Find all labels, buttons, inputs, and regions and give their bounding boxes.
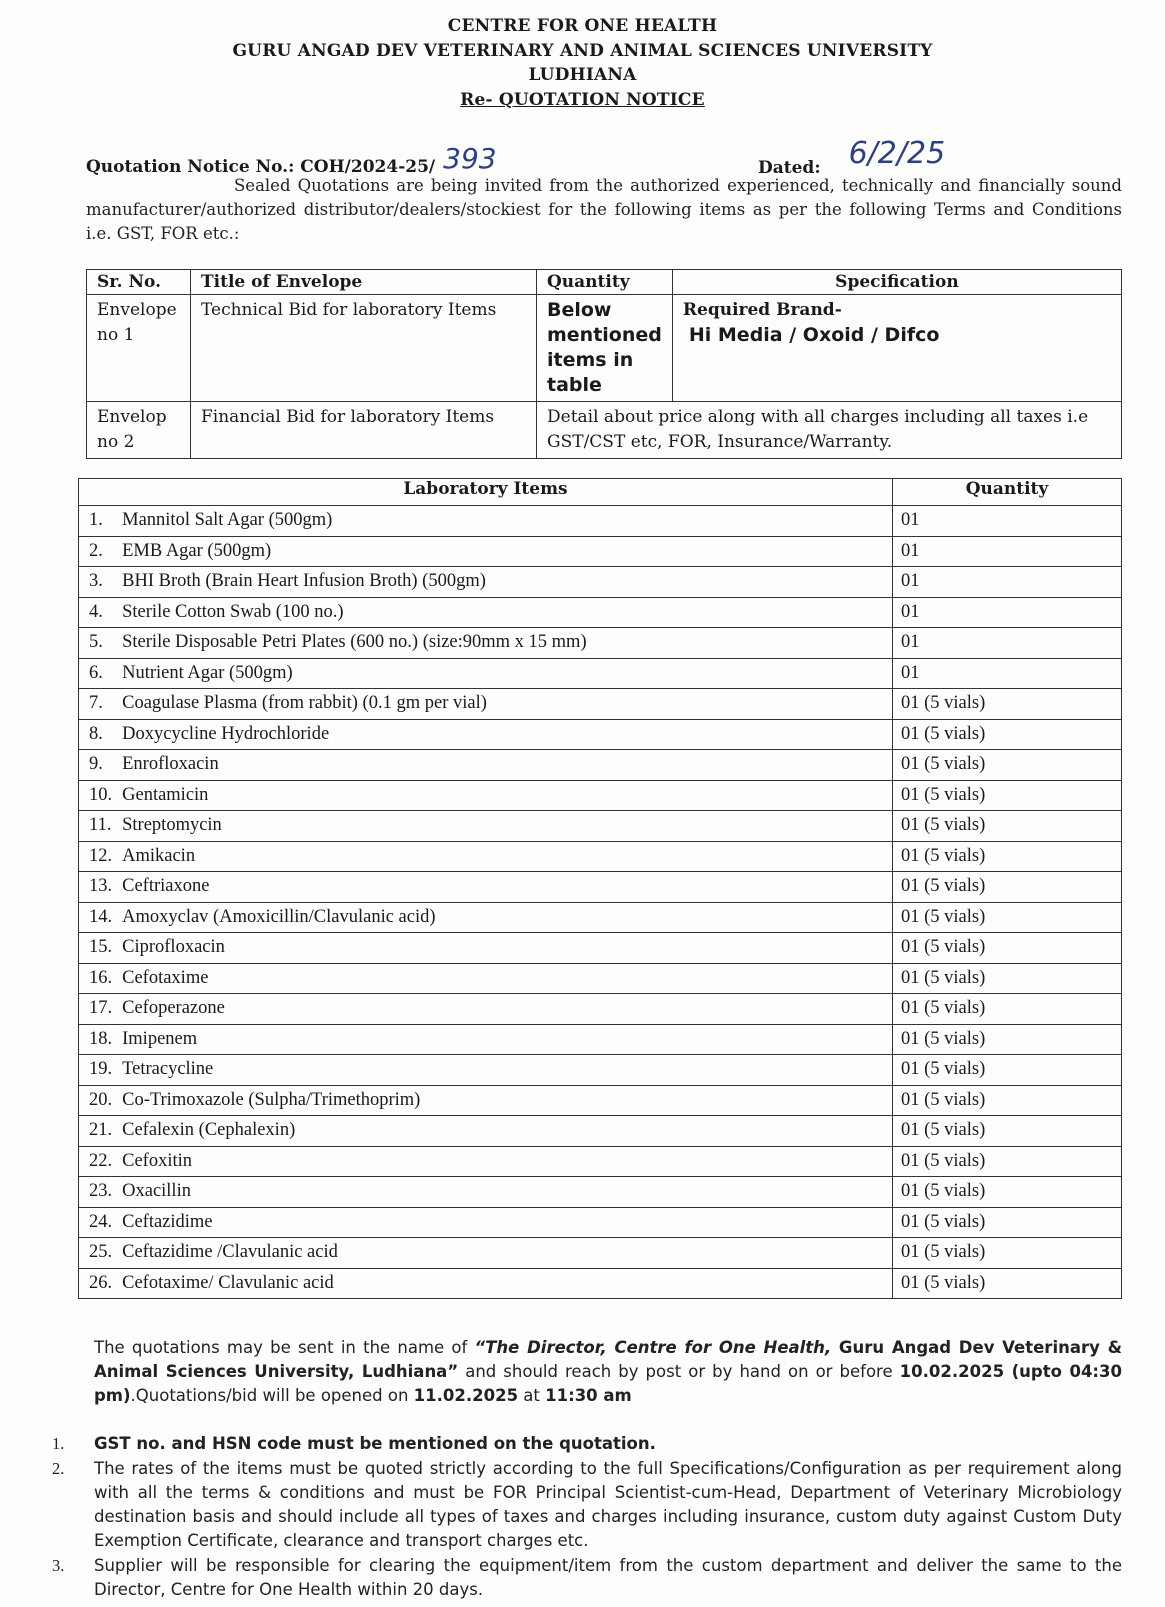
table-row <box>79 1238 1122 1269</box>
org-city: LUDHIANA <box>528 65 637 85</box>
item-quantity: 01 (5 vials) <box>893 811 1122 842</box>
item-quantity: 01 (5 vials) <box>893 1024 1122 1055</box>
item-name: Amoxyclav (Amoxicillin/Clavulanic acid) <box>116 902 892 933</box>
table-row <box>79 1116 1122 1147</box>
table-row <box>79 689 1122 720</box>
table-row <box>79 1055 1122 1086</box>
table-row <box>79 658 1122 689</box>
table-row <box>79 1207 1122 1238</box>
item-quantity: 01 <box>893 536 1122 567</box>
table-row <box>79 872 1122 903</box>
item-name: BHI Broth (Brain Heart Infusion Broth) (500gm) <box>116 567 892 598</box>
item-name: Cefotaxime/ Clavulanic acid <box>116 1268 892 1299</box>
item-name: Ceftazidime <box>116 1207 892 1238</box>
item-name: EMB Agar (500gm) <box>116 536 892 567</box>
laboratory-items-table <box>78 478 1122 1299</box>
table-row <box>79 780 1122 811</box>
envelope-table <box>86 269 1122 459</box>
table-row <box>79 963 1122 994</box>
item-number: 3. <box>79 567 117 598</box>
org-centre: CENTRE FOR ONE HEALTH <box>447 16 718 36</box>
item-quantity: 01 (5 vials) <box>893 994 1122 1025</box>
item-name: Tetracycline <box>116 1055 892 1086</box>
item-number: 18. <box>79 1024 117 1055</box>
envelope-1-quantity: Below mentioned items in table <box>537 295 673 402</box>
item-quantity: 01 (5 vials) <box>893 1268 1122 1299</box>
item-number: 20. <box>79 1085 117 1116</box>
opening-date: 11.02.2025 <box>413 1386 519 1405</box>
item-number: 12. <box>79 841 117 872</box>
term-text: The rates of the items must be quoted strictly according to the full Specifications/Configuration as per requirement along with all the terms & conditions and must be FOR Principal Scientist-cum-Head, Department of Veterinary Microbiology destination basis and should include all types of taxes and charges including insurance, custom duty against Custom Duty Exemption Certificate, clearance and transport charges etc. <box>94 1459 1122 1550</box>
item-quantity: 01 (5 vials) <box>893 872 1122 903</box>
org-university: GURU ANGAD DEV VETERINARY AND ANIMAL SCIENCES UNIVERSITY <box>232 40 933 61</box>
item-quantity: 01 (5 vials) <box>893 933 1122 964</box>
item-quantity: 01 (5 vials) <box>893 1177 1122 1208</box>
item-name: Sterile Disposable Petri Plates (600 no.) (size:90mm x 15 mm) <box>116 628 892 659</box>
table-row <box>79 933 1122 964</box>
table-row <box>79 1024 1122 1055</box>
item-quantity: 01 (5 vials) <box>893 1146 1122 1177</box>
item-number: 5. <box>79 628 117 659</box>
item-name: Cefoperazone <box>116 994 892 1025</box>
table-row <box>79 841 1122 872</box>
submission-paragraph <box>94 1336 1122 1408</box>
table-row <box>79 719 1122 750</box>
item-quantity: 01 (5 vials) <box>893 902 1122 933</box>
quotation-number-handwritten: 393 <box>443 142 497 175</box>
col-laboratory-items: Laboratory Items <box>79 479 893 506</box>
item-quantity: 01 <box>893 506 1122 537</box>
item-name: Imipenem <box>116 1024 892 1055</box>
dated-label: Dated: <box>758 158 821 178</box>
item-name: Nutrient Agar (500gm) <box>116 658 892 689</box>
envelope-1-sr: Envelope no 1 <box>87 295 191 402</box>
items-table-body <box>79 506 1122 1299</box>
item-number: 4. <box>79 597 117 628</box>
envelope-1-title: Technical Bid for laboratory Items <box>191 295 537 402</box>
item-quantity: 01 (5 vials) <box>893 1238 1122 1269</box>
opening-time: 11:30 am <box>545 1386 632 1405</box>
col-title-envelope: Title of Envelope <box>191 270 537 295</box>
item-name: Cefoxitin <box>116 1146 892 1177</box>
item-number: 22. <box>79 1146 117 1177</box>
col-specification: Specification <box>672 270 1121 295</box>
item-number: 21. <box>79 1116 117 1147</box>
item-number: 14. <box>79 902 117 933</box>
item-quantity: 01 (5 vials) <box>893 689 1122 720</box>
notice-title: Re- QUOTATION NOTICE <box>460 89 705 110</box>
addressee-university: Guru Angad Dev Veterinary & Animal Sciences University, Ludhiana” <box>94 1338 1122 1381</box>
item-number: 26. <box>79 1268 117 1299</box>
item-name: Streptomycin <box>116 811 892 842</box>
item-name: Ciprofloxacin <box>116 933 892 964</box>
spec-brand-label: Required Brand- <box>682 300 842 320</box>
addressee: “The Director, Centre for One Health, <box>474 1338 832 1357</box>
dated-handwritten: 6/2/25 <box>848 136 946 171</box>
item-number: 25. <box>79 1238 117 1269</box>
item-quantity: 01 (5 vials) <box>893 1085 1122 1116</box>
item-quantity: 01 <box>893 597 1122 628</box>
item-name: Mannitol Salt Agar (500gm) <box>116 506 892 537</box>
item-name: Coagulase Plasma (from rabbit) (0.1 gm per vial) <box>116 689 892 720</box>
col-quantity: Quantity <box>537 270 673 295</box>
envelope-row-2 <box>87 402 1122 459</box>
envelope-table-header <box>87 270 1122 295</box>
intro-paragraph: Sealed Quotations are being invited from the authorized experienced, technically and financially sound manufacturer/authorized distributor/dealers/stockiest for the following items as per the following Terms and Conditions i.e. GST, FOR etc.: <box>86 176 1122 243</box>
term-item <box>52 1457 1122 1553</box>
table-row <box>79 750 1122 781</box>
table-row <box>79 506 1122 537</box>
col-item-quantity: Quantity <box>893 479 1122 506</box>
table-row <box>79 1146 1122 1177</box>
envelope-2-title: Financial Bid for laboratory Items <box>191 402 537 459</box>
spec-brands: Hi Media / Oxoid / Difco <box>688 324 940 346</box>
term-number: 2. <box>52 1459 65 1478</box>
item-quantity: 01 (5 vials) <box>893 1116 1122 1147</box>
opening-at: at <box>518 1386 546 1405</box>
item-name: Ceftazidime /Clavulanic acid <box>116 1238 892 1269</box>
submission-text-2: and should reach by post or by hand on or before <box>458 1362 900 1381</box>
envelope-1-spec <box>672 295 1121 402</box>
term-item <box>52 1554 1122 1602</box>
table-row <box>79 597 1122 628</box>
item-name: Cefalexin (Cephalexin) <box>116 1116 892 1147</box>
item-quantity: 01 (5 vials) <box>893 963 1122 994</box>
item-name: Amikacin <box>116 841 892 872</box>
term-number: 3. <box>52 1556 65 1575</box>
item-quantity: 01 (5 vials) <box>893 1055 1122 1086</box>
item-number: 19. <box>79 1055 117 1086</box>
table-row <box>79 567 1122 598</box>
item-number: 1. <box>79 506 117 537</box>
deadline-time: (upto 04:30 pm) <box>94 1362 1122 1405</box>
item-number: 23. <box>79 1177 117 1208</box>
item-number: 8. <box>79 719 117 750</box>
table-row <box>79 811 1122 842</box>
col-sr-no: Sr. No. <box>87 270 191 295</box>
table-row <box>79 994 1122 1025</box>
items-table-header <box>79 479 1122 506</box>
envelope-row-1 <box>87 295 1122 402</box>
envelope-2-detail: Detail about price along with all charges including all taxes i.e GST/CST etc, FOR, Insurance/Warranty. <box>537 402 1122 459</box>
item-number: 11. <box>79 811 117 842</box>
term-number: 1. <box>52 1434 65 1453</box>
envelope-2-sr: Envelop no 2 <box>87 402 191 459</box>
table-row <box>79 628 1122 659</box>
item-name: Doxycycline Hydrochloride <box>116 719 892 750</box>
submission-text: The quotations may be sent in the name of <box>94 1338 475 1357</box>
item-number: 2. <box>79 536 117 567</box>
item-number: 16. <box>79 963 117 994</box>
table-row <box>79 1268 1122 1299</box>
item-name: Enrofloxacin <box>116 750 892 781</box>
item-quantity: 01 <box>893 628 1122 659</box>
item-quantity: 01 <box>893 658 1122 689</box>
table-row <box>79 1177 1122 1208</box>
table-row <box>79 536 1122 567</box>
terms-list <box>52 1432 1122 1603</box>
item-quantity: 01 (5 vials) <box>893 1207 1122 1238</box>
letterhead <box>0 14 1165 112</box>
term-item <box>52 1432 1122 1456</box>
item-quantity: 01 (5 vials) <box>893 750 1122 781</box>
table-row <box>79 902 1122 933</box>
item-name: Ceftriaxone <box>116 872 892 903</box>
opening-text: .Quotations/bid will be opened on <box>130 1386 414 1405</box>
term-text: GST no. and HSN code must be mentioned on the quotation. <box>94 1434 656 1453</box>
item-quantity: 01 <box>893 567 1122 598</box>
item-quantity: 01 (5 vials) <box>893 719 1122 750</box>
item-number: 15. <box>79 933 117 964</box>
item-number: 6. <box>79 658 117 689</box>
item-number: 13. <box>79 872 117 903</box>
item-name: Gentamicin <box>116 780 892 811</box>
item-quantity: 01 (5 vials) <box>893 841 1122 872</box>
item-number: 7. <box>79 689 117 720</box>
item-name: Sterile Cotton Swab (100 no.) <box>116 597 892 628</box>
item-number: 9. <box>79 750 117 781</box>
item-name: Co-Trimoxazole (Sulpha/Trimethoprim) <box>116 1085 892 1116</box>
deadline-date: 10.02.2025 <box>899 1362 1005 1381</box>
item-quantity: 01 (5 vials) <box>893 780 1122 811</box>
item-name: Oxacillin <box>116 1177 892 1208</box>
item-number: 10. <box>79 780 117 811</box>
item-number: 24. <box>79 1207 117 1238</box>
term-text: Supplier will be responsible for clearing the equipment/item from the custom department and deliver the same to the Director, Centre for One Health within 20 days. <box>94 1556 1122 1599</box>
table-row <box>79 1085 1122 1116</box>
item-number: 17. <box>79 994 117 1025</box>
item-name: Cefotaxime <box>116 963 892 994</box>
quotation-number-label: Quotation Notice No.: COH/2024-25/ <box>86 157 436 177</box>
